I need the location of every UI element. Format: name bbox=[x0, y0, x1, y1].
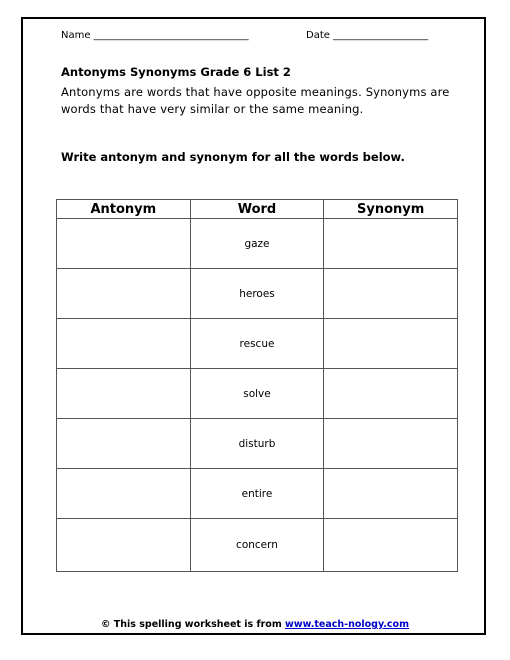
footer-credit bbox=[0, 619, 510, 630]
synonym-cell bbox=[324, 319, 458, 369]
antonym-cell bbox=[57, 219, 191, 269]
word-cell: disturb bbox=[190, 419, 324, 469]
antonym-cell bbox=[57, 519, 191, 572]
table-row bbox=[57, 369, 458, 419]
intro-paragraph: Antonyms are words that have opposite meanings. Synonyms are words that have very similar or the same meaning. bbox=[61, 85, 450, 116]
worksheet-title: Antonyms Synonyms Grade 6 List 2 bbox=[61, 65, 291, 79]
synonym-cell bbox=[324, 469, 458, 519]
antonym-cell bbox=[57, 269, 191, 319]
word-cell: heroes bbox=[190, 269, 324, 319]
table-row bbox=[57, 419, 458, 469]
table-row bbox=[57, 519, 458, 572]
name-line: Name _______________________________ bbox=[61, 30, 249, 41]
antonym-cell bbox=[57, 419, 191, 469]
teach-nology-link[interactable]: www.teach-nology.com bbox=[285, 619, 409, 630]
antonym-cell bbox=[57, 469, 191, 519]
synonym-cell bbox=[324, 219, 458, 269]
table-row bbox=[57, 269, 458, 319]
worksheet-table bbox=[56, 199, 458, 572]
antonym-cell bbox=[57, 369, 191, 419]
antonym-cell bbox=[57, 319, 191, 369]
synonym-cell bbox=[324, 269, 458, 319]
column-header-antonym: Antonym bbox=[57, 200, 191, 219]
word-cell: solve bbox=[190, 369, 324, 419]
word-cell: concern bbox=[190, 519, 324, 572]
column-header-synonym: Synonym bbox=[324, 200, 458, 219]
word-cell: gaze bbox=[190, 219, 324, 269]
footer-prefix: © This spelling worksheet is from bbox=[101, 619, 286, 630]
column-header-word: Word bbox=[190, 200, 324, 219]
synonym-cell bbox=[324, 369, 458, 419]
table-row bbox=[57, 469, 458, 519]
table-row bbox=[57, 319, 458, 369]
synonym-cell bbox=[324, 519, 458, 572]
table-row bbox=[57, 219, 458, 269]
table-header-row bbox=[57, 200, 458, 219]
date-line: Date ___________________ bbox=[306, 30, 429, 41]
synonym-cell bbox=[324, 419, 458, 469]
word-cell: entire bbox=[190, 469, 324, 519]
instruction-text: Write antonym and synonym for all the words below. bbox=[61, 150, 405, 164]
word-cell: rescue bbox=[190, 319, 324, 369]
